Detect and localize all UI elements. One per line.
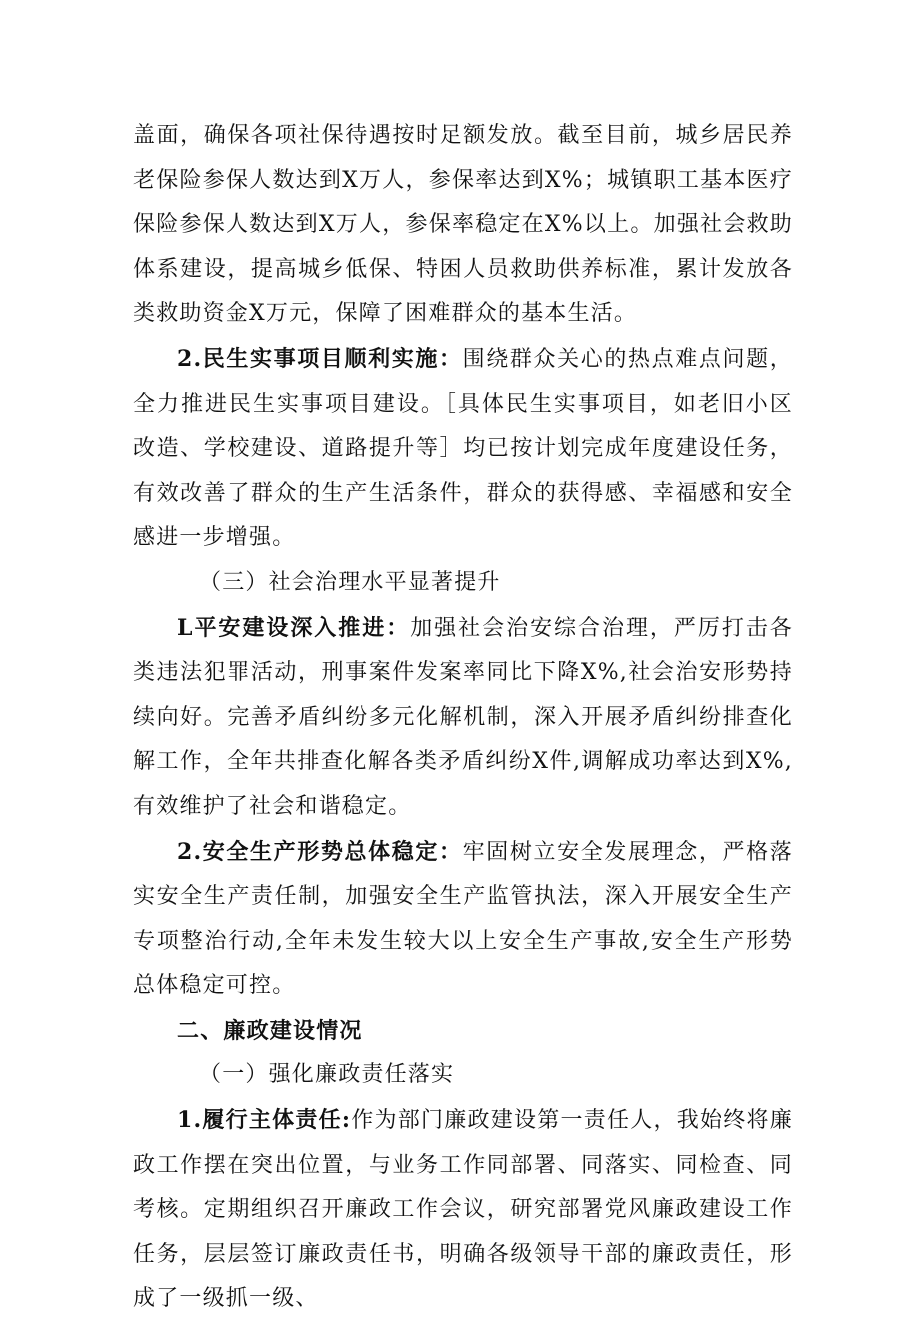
- paragraph-safety-construction: [133, 606, 793, 830]
- paragraph-text: 盖面，确保各项社保待遇按时足额发放。截至目前，城乡居民养老保险参保人数达到X万人，参保率达到X%；城镇职工基本医疗保险参保人数达到X万人，参保率稳定在X%以上。加强社会救助体系建设，提高城乡低保、特困人员救助供养标准，累计发放各类救助资金X万元，保障了困难群众的基本生活。: [133, 123, 793, 327]
- paragraph-production-safety: [133, 830, 793, 1009]
- document-body: [133, 114, 793, 1322]
- section-heading-integrity-responsibility: （一）强化廉政责任落实: [199, 1062, 455, 1088]
- paragraph-main-responsibility: [133, 1098, 793, 1322]
- paragraph-text: 围绕群众关心的热点难点问题，全力推进民生实事项目建设。［具体民生实事项目，如老旧小区改造、学校建设、道路提升等］均已按计划完成年度建设任务，有效改善了群众的生产生活条件，群众的获得感、幸福感和安全感进一步增强。: [133, 346, 793, 551]
- paragraph-lead: 1.履行主体责任:: [177, 1107, 352, 1134]
- paragraph-lead: 2.安全生产形势总体稳定：: [177, 838, 463, 865]
- paragraph-lead: L平安建设深入推进：: [177, 614, 411, 641]
- paragraph-text: 作为部门廉政建设第一责任人，我始终将廉政工作摆在突出位置，与业务工作同部署、同落实、同检查、同考核。定期组织召开廉政工作会议，研究部署党风廉政建设工作任务，层层签订廉政责任书，明确各级领导干部的廉政责任，形成了一级抓一级、: [133, 1108, 793, 1312]
- paragraph-text: 加强社会治安综合治理，严厉打击各类违法犯罪活动，刑事案件发案率同比下降X%,社会治安形势持续向好。完善矛盾纠纷多元化解机制，深入开展矛盾纠纷排查化解工作，全年共排查化解各类矛盾纠纷X件,调解成功率达到X%,有效维护了社会和谐稳定。: [133, 615, 793, 819]
- paragraph-livelihood-projects: [133, 337, 793, 561]
- section-heading-social-governance: （三）社会治理水平显著提升: [199, 569, 501, 595]
- paragraph-text: 牢固树立安全发展理念，严格落实安全生产责任制，加强安全生产监管执法，深入开展安全生产专项整治行动,全年未发生较大以上安全生产事故,安全生产形势总体稳定可控。: [133, 839, 793, 999]
- chapter-heading-integrity: 二、廉政建设情况: [177, 1017, 363, 1044]
- paragraph-lead: 2.民生实事项目顺利实施：: [177, 345, 463, 372]
- paragraph-social-security: [133, 114, 793, 337]
